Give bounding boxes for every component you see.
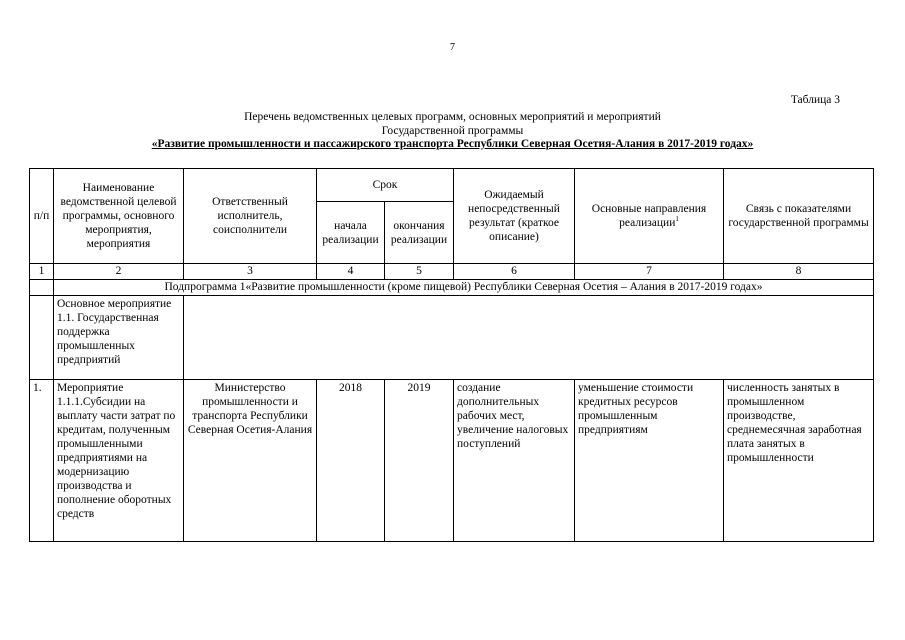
column-number: 4 [317,264,385,280]
header-directions [575,169,724,264]
row-link: численность занятых в промышленном производстве, среднемесячная заработная плата занятых в промышленности [724,380,874,542]
column-number: 7 [575,264,724,280]
title-line-1: Перечень ведомственных целевых программ, основных мероприятий и мероприятий [244,111,661,123]
title-line-3 [0,138,905,150]
main-activity-row [30,296,874,380]
column-number: 2 [54,264,184,280]
header-term-end: окончания реализации [385,202,454,264]
row-start: 2018 [317,380,385,542]
title-line-2: Государственной программы [381,125,524,137]
column-number: 8 [724,264,874,280]
column-number: 1 [30,264,54,280]
column-number: 5 [385,264,454,280]
subprogram-row [30,280,874,296]
subprogram-num [30,280,54,296]
row-directions: уменьшение стоимости кредитных ресурсов промышленным предприятиям [575,380,724,542]
column-number: 3 [184,264,317,280]
page-number: 7 [450,42,455,53]
header-term-start: начала реализации [317,202,385,264]
main-activity-name: Основное мероприятие 1.1. Государственная поддержка промышленных предприятий [54,296,184,380]
table-row [30,380,874,542]
main-activity-num [30,296,54,380]
subprogram-title: Подпрограмма 1«Развитие промышленности (кроме пищевой) Республики Северная Осетия – Алания в 2017-2019 годах» [54,280,874,296]
row-result: создание дополнительных рабочих мест, увеличение налоговых поступлений [454,380,575,542]
header-link: Связь с показателями государственной программы [724,169,874,264]
column-number: 6 [454,264,575,280]
row-end: 2019 [385,380,454,542]
header-num: п/п [30,169,54,264]
column-numbers-row [30,264,874,280]
row-name: Мероприятие 1.1.1.Субсидии на выплату части затрат по кредитам, полученным промышленными предприятиями на модернизацию производства и пополнение оборотных средств [54,380,184,542]
table-label: Таблица 3 [790,94,840,106]
row-num: 1. [30,380,54,542]
header-name: Наименование ведомственной целевой программы, основного мероприятия, мероприятия [54,169,184,264]
header-row [30,169,874,202]
row-executor: Министерство промышленности и транспорта Республики Северная Осетия-Алания [184,380,317,542]
footnote-mark: 1 [675,215,679,224]
main-activity-empty [184,296,874,380]
program-name: «Развитие промышленности и пассажирского транспорта Республики Северная Осетия-Алания в 2017-2019 годах» [151,138,754,150]
header-executor: Ответственный исполнитель, соисполнители [184,169,317,264]
header-result: Ожидаемый непосредственный результат (краткое описание) [454,169,575,264]
header-directions-text: Основные направления реализации [591,203,707,229]
header-term: Срок [317,169,454,202]
programs-table [29,168,874,542]
